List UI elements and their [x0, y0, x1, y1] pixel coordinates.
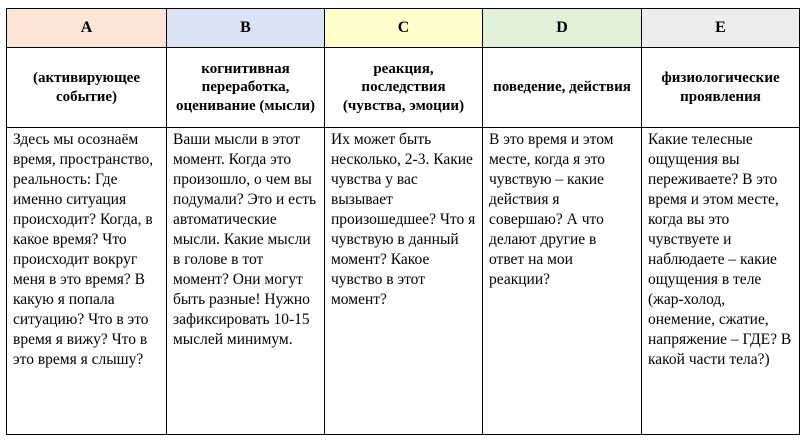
- content-row: [7, 128, 800, 435]
- column-header-b: когнитивная переработка, оценивание (мысли): [167, 48, 325, 128]
- column-text-c: Их может быть несколько, 2-3. Какие чувства у вас вызывает произошедшее? Что я чувствую в данный момент? Какое чувство в этот момент?: [325, 128, 483, 435]
- column-letter-a: A: [7, 9, 167, 48]
- column-text-d: В это время и этом месте, когда я это чувствую – какие действия я совершаю? А что делают другие в ответ на мои реакции?: [483, 128, 642, 435]
- column-header-e: физиологические проявления: [642, 48, 800, 128]
- column-header-a: (активирующее событие): [7, 48, 167, 128]
- column-text-a: Здесь мы осознаём время, пространство, реальность: Где именно ситуация происходит? Когда, в какое время? Что происходит вокруг меня в это время? В какую я попала ситуацию? Что в это время я вижу? Что в это время я слышу?: [7, 128, 167, 435]
- column-letter-c: C: [325, 9, 483, 48]
- header-row: [7, 48, 800, 128]
- column-letter-b: B: [167, 9, 325, 48]
- column-letter-e: E: [642, 9, 800, 48]
- column-header-d: поведение, действия: [483, 48, 642, 128]
- column-text-b: Ваши мысли в этот момент. Когда это произошло, о чем вы подумали? Это и есть автоматические мысли. Какие мысли в голове в тот момент? Они могут быть разные! Нужно зафиксировать 10-15 мыслей минимум.: [167, 128, 325, 435]
- column-letter-d: D: [483, 9, 642, 48]
- column-header-c: реакция, последствия (чувства, эмоции): [325, 48, 483, 128]
- column-text-e: Какие телесные ощущения вы переживаете? В это время и этом месте, когда вы это чувствуете и наблюдаете – какие ощущения в теле (жар-холод, онемение, сжатие, напряжение – ГДЕ? В какой части тела?): [642, 128, 800, 435]
- abc-table: [6, 8, 800, 435]
- letter-row: [7, 9, 800, 48]
